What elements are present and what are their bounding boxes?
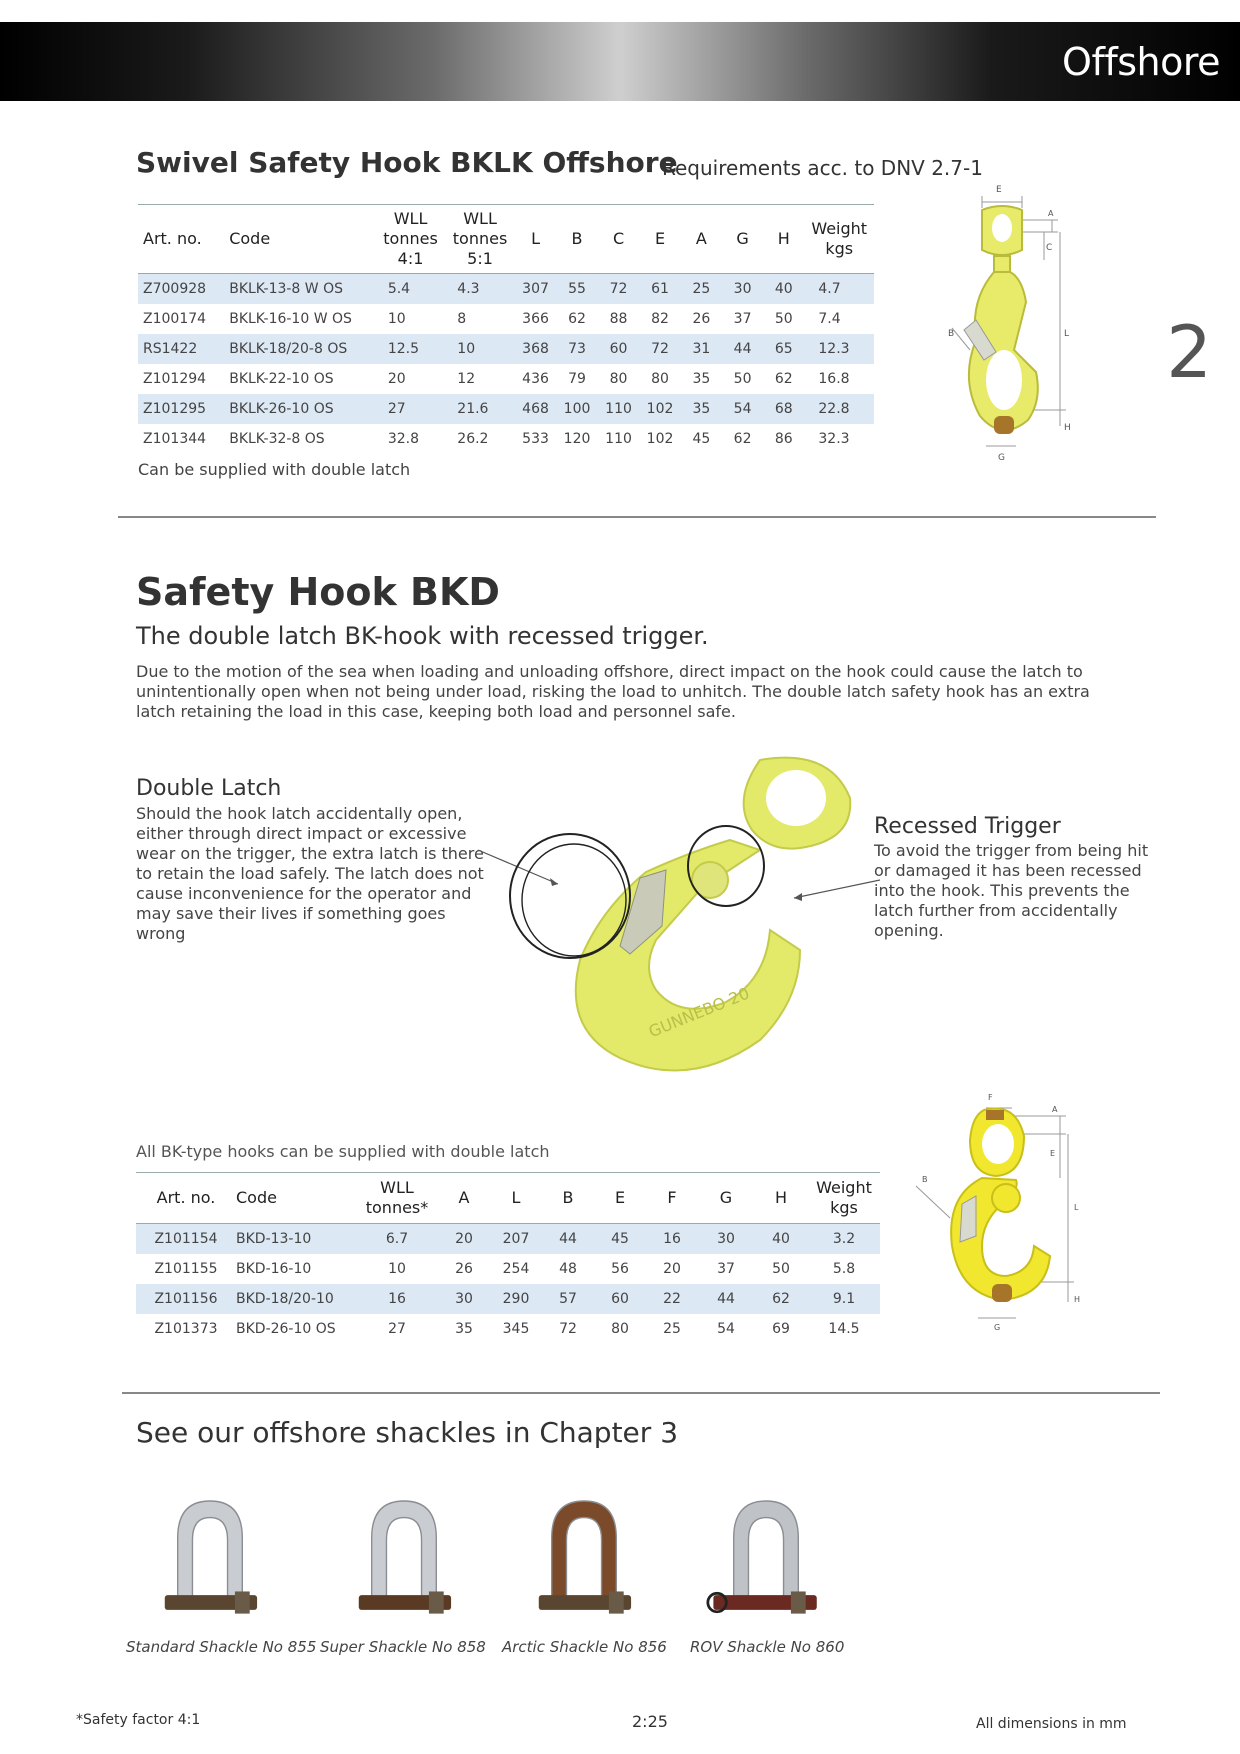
col-art: Art. no. — [138, 205, 229, 274]
cell-a: 35 — [681, 394, 722, 424]
cell-wll2: 12 — [457, 370, 476, 387]
col-g: G — [698, 1173, 754, 1224]
cell-wll2: 4.3 — [445, 274, 514, 304]
bklk-requirements: Requirements acc. to DNV 2.7-1 — [662, 156, 983, 180]
cell-weight: 4.7 — [804, 274, 874, 304]
col-c: C — [598, 205, 640, 274]
cell-wll: 10 — [388, 1260, 406, 1277]
cell-art: Z101295 — [138, 394, 229, 424]
cell-c: 110 — [605, 430, 632, 447]
cell-a: 26 — [455, 1260, 473, 1277]
cell-code: BKLK-16-10 W OS — [229, 310, 352, 327]
cell-e: 80 — [651, 370, 669, 387]
double-latch-text: Should the hook latch accidentally open, either through direct impact or excessive wear on the trigger, the extra latch is there to retain the load safely. The latch does not cause inconvenience for the operator and may save their lives if something goes wrong — [136, 804, 484, 943]
col-g: G — [722, 205, 763, 274]
table-row — [138, 424, 874, 454]
table-header-row — [136, 1173, 880, 1224]
cell-f: 22 — [646, 1284, 698, 1314]
cell-h: 50 — [774, 310, 793, 327]
cell-h: 40 — [754, 1224, 808, 1254]
footer-dimensions-note: All dimensions in mm — [976, 1716, 1127, 1732]
cell-art: Z101373 — [154, 1320, 218, 1337]
cell-wll: 6.7 — [356, 1224, 438, 1254]
cell-code: BKLK-26-10 OS — [229, 394, 376, 424]
cell-e: 102 — [639, 394, 681, 424]
shackle-caption: Arctic Shackle No 856 — [502, 1638, 667, 1656]
bklk-note: Can be supplied with double latch — [138, 460, 411, 479]
cell-code: BKLK-32-8 OS — [229, 430, 325, 447]
cell-e: 102 — [646, 430, 674, 447]
bklk-label-e: E — [996, 185, 1002, 195]
cell-g: 44 — [698, 1284, 754, 1314]
cell-wll1: 32.8 — [387, 430, 419, 447]
bkd-label-b: B — [922, 1175, 928, 1184]
double-latch-title: Double Latch — [136, 776, 282, 801]
cell-art: Z101155 — [154, 1260, 218, 1277]
table-row — [138, 304, 874, 334]
hook-marking: GUNNEBO 20 — [645, 983, 753, 1042]
shackle-nut — [235, 1591, 250, 1613]
cell-a: 35 — [692, 370, 711, 387]
cell-c: 88 — [609, 310, 628, 327]
bklk-hook-diagram — [940, 180, 1090, 470]
table-row — [138, 364, 874, 394]
shackle-nut — [609, 1591, 624, 1613]
col-b: B — [542, 1173, 594, 1224]
divider-2 — [122, 1392, 1160, 1394]
cell-l: 533 — [522, 430, 549, 447]
cell-h: 65 — [763, 334, 804, 364]
cell-e: 60 — [594, 1284, 646, 1314]
cell-h: 69 — [772, 1320, 790, 1337]
cell-b: 62 — [568, 310, 586, 327]
col-h: H — [754, 1173, 808, 1224]
table-row — [138, 394, 874, 424]
cell-a: 45 — [692, 430, 711, 447]
cell-a: 30 — [438, 1284, 490, 1314]
col-weight: Weight kgs — [808, 1173, 880, 1224]
cell-weight: 32.3 — [818, 430, 850, 447]
col-e: E — [639, 205, 681, 274]
cell-h: 40 — [763, 274, 804, 304]
bkd-label-h: H — [1074, 1295, 1081, 1304]
bkd-title: Safety Hook BKD — [136, 570, 500, 614]
bkd-label-e: E — [1050, 1149, 1056, 1158]
shackle-image-1 — [150, 1486, 270, 1636]
cell-f: 25 — [663, 1320, 681, 1337]
cell-weight: 9.1 — [808, 1284, 880, 1314]
cell-b: 79 — [568, 370, 586, 387]
cell-b: 48 — [559, 1260, 577, 1277]
bklk-label-c: C — [1046, 243, 1053, 253]
cell-wll1: 5.4 — [376, 274, 445, 304]
cell-c: 72 — [598, 274, 640, 304]
col-weight: Weight kgs — [804, 205, 874, 274]
cell-l: 290 — [490, 1284, 542, 1314]
cell-weight: 14.5 — [828, 1320, 860, 1337]
cell-b: 73 — [556, 334, 598, 364]
table-row — [136, 1254, 880, 1284]
cell-g: 30 — [722, 274, 763, 304]
cell-l: 366 — [522, 310, 549, 327]
bkd-intro: Due to the motion of the sea when loading and unloading offshore, direct impact on the hook could cause the latch to unintentionally open when not being under load, risking the load to unhitch. The double latch safety hook has an extra latch retaining the load in this case, keeping both load and personnel safe. — [136, 662, 1090, 721]
col-wll-5-1: WLL tonnes 5:1 — [445, 205, 514, 274]
cell-g: 54 — [717, 1320, 735, 1337]
cell-c: 110 — [598, 394, 640, 424]
bkd-table — [136, 1172, 880, 1344]
bkd-note: All BK-type hooks can be supplied with double latch — [136, 1142, 550, 1161]
cell-h: 62 — [754, 1284, 808, 1314]
bkd-subtitle: The double latch BK-hook with recessed trigger. — [136, 622, 709, 650]
cell-b: 55 — [556, 274, 598, 304]
cell-wll2: 10 — [445, 334, 514, 364]
bkd-label-f: F — [988, 1093, 993, 1102]
bkd-label-g: G — [994, 1323, 1001, 1332]
cell-wll2: 26.2 — [457, 430, 489, 447]
cell-h: 86 — [774, 430, 793, 447]
cell-e: 82 — [651, 310, 669, 327]
bklk-label-h: H — [1064, 423, 1071, 433]
cell-g: 30 — [698, 1224, 754, 1254]
table-header-row — [138, 205, 874, 274]
divider-1 — [118, 516, 1156, 518]
cell-art: Z700928 — [138, 274, 229, 304]
col-e: E — [594, 1173, 646, 1224]
col-code: Code — [236, 1173, 356, 1224]
cell-l: 254 — [502, 1260, 530, 1277]
cell-art: Z101154 — [136, 1224, 236, 1254]
cell-wll2: 8 — [457, 310, 467, 327]
shackle-bow — [178, 1501, 243, 1603]
cell-e: 80 — [611, 1320, 629, 1337]
shackle-caption: Standard Shackle No 855 — [126, 1638, 317, 1656]
table-row — [138, 334, 874, 364]
cell-code: BKLK-13-8 W OS — [229, 274, 376, 304]
cell-code: BKLK-18/20-8 OS — [229, 334, 376, 364]
cell-a: 35 — [455, 1320, 473, 1337]
cell-b: 57 — [542, 1284, 594, 1314]
footer-safety-factor: *Safety factor 4:1 — [76, 1712, 201, 1728]
col-l: L — [490, 1173, 542, 1224]
cell-a: 20 — [438, 1224, 490, 1254]
cell-wll: 27 — [388, 1320, 406, 1337]
cell-l: 368 — [515, 334, 557, 364]
shackle-image-2 — [344, 1486, 464, 1636]
cell-art: Z101294 — [143, 370, 207, 387]
cell-h: 62 — [774, 370, 793, 387]
cell-weight: 3.2 — [808, 1224, 880, 1254]
col-a: A — [438, 1173, 490, 1224]
bklk-table — [138, 204, 874, 454]
shackle-caption: Super Shackle No 858 — [320, 1638, 486, 1656]
cell-l: 207 — [490, 1224, 542, 1254]
cell-l: 307 — [515, 274, 557, 304]
table-row — [136, 1224, 880, 1254]
cell-e: 72 — [639, 334, 681, 364]
table-row — [136, 1284, 880, 1314]
cell-code: BKD-18/20-10 — [236, 1284, 356, 1314]
bklk-label-a: A — [1048, 209, 1054, 218]
cell-weight: 16.8 — [818, 370, 850, 387]
shackle-image-4 — [706, 1486, 826, 1636]
cell-art: Z101156 — [136, 1284, 236, 1314]
cell-l: 468 — [515, 394, 557, 424]
table-row — [138, 274, 874, 304]
col-f: F — [646, 1173, 698, 1224]
recessed-trigger-text: To avoid the trigger from being hit or damaged it has been recessed into the hook. This prevents the latch further from accidentally opening. — [874, 841, 1149, 940]
cell-a: 25 — [681, 274, 722, 304]
bkd-label-l: L — [1074, 1203, 1079, 1212]
cell-code: BKD-26-10 OS — [236, 1320, 336, 1337]
col-h: H — [763, 205, 804, 274]
cell-wll: 16 — [356, 1284, 438, 1314]
cell-g: 37 — [733, 310, 752, 327]
cell-f: 20 — [663, 1260, 681, 1277]
cell-l: 345 — [502, 1320, 530, 1337]
cell-c: 80 — [609, 370, 628, 387]
shackle-caption: ROV Shackle No 860 — [690, 1638, 845, 1656]
cell-g: 50 — [733, 370, 752, 387]
cell-art: Z101344 — [143, 430, 207, 447]
shackle-nut — [791, 1591, 806, 1613]
header-band — [0, 22, 1240, 101]
cell-b: 100 — [556, 394, 598, 424]
cell-b: 120 — [563, 430, 591, 447]
chapter-number: 2 — [1166, 310, 1212, 394]
cell-code: BKD-13-10 — [236, 1224, 356, 1254]
cell-art: RS1422 — [138, 334, 229, 364]
cell-e: 61 — [639, 274, 681, 304]
cell-g: 44 — [722, 334, 763, 364]
shackles-title: See our offshore shackles in Chapter 3 — [136, 1416, 679, 1449]
recessed-trigger-title: Recessed Trigger — [874, 814, 1061, 839]
cell-wll1: 20 — [387, 370, 406, 387]
cell-weight: 5.8 — [832, 1260, 856, 1277]
col-b: B — [556, 205, 598, 274]
bkd-hook-illustration — [470, 740, 890, 1100]
table-row — [136, 1314, 880, 1344]
page-number: 2:25 — [632, 1712, 668, 1731]
cell-wll1: 27 — [376, 394, 445, 424]
col-l: L — [515, 205, 557, 274]
bkd-hook-diagram — [906, 1086, 1146, 1346]
cell-weight: 7.4 — [818, 310, 841, 327]
cell-b: 72 — [559, 1320, 577, 1337]
cell-h: 68 — [763, 394, 804, 424]
bklk-label-b: B — [948, 329, 955, 339]
cell-e: 45 — [594, 1224, 646, 1254]
cell-a: 26 — [692, 310, 711, 327]
cell-g: 37 — [717, 1260, 735, 1277]
cell-wll2: 21.6 — [445, 394, 514, 424]
col-wll-4-1: WLL tonnes 4:1 — [376, 205, 445, 274]
shackle-nut — [429, 1591, 444, 1613]
col-code: Code — [229, 205, 376, 274]
cell-g: 54 — [722, 394, 763, 424]
cell-art: Z100174 — [143, 310, 207, 327]
cell-g: 62 — [733, 430, 752, 447]
bkd-label-a: A — [1052, 1105, 1058, 1114]
cell-e: 56 — [611, 1260, 629, 1277]
shackle-bow — [734, 1501, 799, 1603]
header-title: Offshore — [1062, 40, 1220, 84]
cell-h: 50 — [772, 1260, 790, 1277]
bklk-title: Swivel Safety Hook BKLK Offshore — [136, 146, 678, 179]
cell-code: BKD-16-10 — [236, 1260, 312, 1277]
bklk-label-l: L — [1064, 329, 1070, 339]
shackle-bow — [372, 1501, 437, 1603]
cell-f: 16 — [646, 1224, 698, 1254]
cell-l: 436 — [522, 370, 549, 387]
cell-weight: 22.8 — [804, 394, 874, 424]
col-wll: WLL tonnes* — [356, 1173, 438, 1224]
col-art: Art. no. — [136, 1173, 236, 1224]
cell-a: 31 — [681, 334, 722, 364]
cell-code: BKLK-22-10 OS — [229, 370, 334, 387]
cell-weight: 12.3 — [804, 334, 874, 364]
cell-c: 60 — [598, 334, 640, 364]
cell-wll1: 12.5 — [376, 334, 445, 364]
shackle-bow — [552, 1501, 617, 1603]
cell-b: 44 — [542, 1224, 594, 1254]
col-a: A — [681, 205, 722, 274]
shackle-image-3 — [524, 1486, 644, 1636]
bklk-label-g: G — [998, 453, 1005, 463]
cell-wll1: 10 — [387, 310, 406, 327]
